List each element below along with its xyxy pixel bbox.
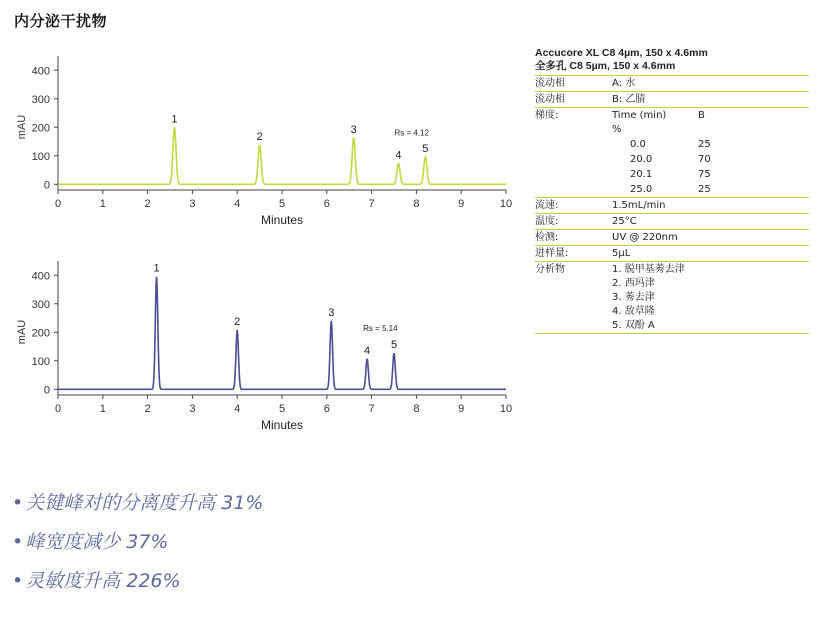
peak-label: 1 — [153, 262, 160, 275]
benefit-text: 关键峰对的分离度升高 31% — [25, 492, 264, 514]
flow-rate-label: 流速: — [535, 200, 559, 211]
mobile-phase-b-label: 流动相 — [535, 94, 565, 105]
column-2-name: 全多孔 C8 5µm, 150 x 4.6mm — [535, 60, 676, 72]
peak-label: 2 — [234, 315, 241, 328]
bullet-icon: • — [12, 492, 24, 514]
peak-label: 4 — [364, 344, 371, 357]
x-tick-label: 10 — [499, 403, 513, 415]
x-tick-label: 3 — [189, 403, 196, 415]
gradient-b: 70 — [698, 154, 711, 165]
resolution-annotation: Rs = 5.14 — [363, 323, 398, 333]
mobile-phase-a-value: A: 水 — [612, 78, 636, 89]
x-tick-label: 9 — [458, 198, 465, 210]
gradient-b: 75 — [698, 169, 711, 180]
gradient-row — [535, 108, 809, 198]
mobile-phase-a-row — [535, 76, 809, 92]
y-tick-label: 100 — [31, 150, 50, 163]
y-tick-label: 400 — [31, 65, 50, 78]
x-tick-label: 7 — [368, 198, 375, 210]
injection-volume-row — [535, 246, 809, 262]
chromatogram-top — [0, 40, 520, 235]
analytes-label: 分析物 — [535, 264, 565, 275]
peak-label: 3 — [350, 123, 357, 136]
gradient-b: 25 — [698, 139, 711, 150]
chromatogram-bottom — [0, 245, 520, 440]
gradient-time: 20.1 — [630, 169, 653, 180]
flow-rate-value: 1.5mL/min — [612, 200, 666, 211]
x-tick-label: 2 — [144, 403, 151, 415]
x-axis-label: Minutes — [260, 418, 304, 432]
gradient-time: 25.0 — [630, 184, 653, 195]
gradient-time: 0.0 — [630, 139, 646, 150]
page-title: 内分泌干扰物 — [14, 12, 108, 30]
temperature-value: 25°C — [612, 216, 637, 227]
x-tick-label: 4 — [234, 403, 241, 415]
x-tick-label: 1 — [99, 198, 106, 210]
temperature-row — [535, 214, 809, 230]
y-tick-label: 0 — [43, 179, 50, 192]
y-tick-label: 300 — [31, 298, 50, 311]
bullet-icon: • — [12, 531, 24, 553]
chromatogram-trace — [58, 277, 506, 390]
peak-label: 5 — [422, 143, 429, 156]
benefit-list — [12, 490, 264, 607]
peak-label: 4 — [395, 149, 402, 162]
x-tick-label: 0 — [54, 403, 62, 415]
x-tick-label: 8 — [413, 403, 420, 415]
peak-label: 3 — [328, 306, 335, 319]
x-tick-label: 10 — [499, 198, 513, 210]
detection-label: 检测: — [535, 232, 559, 243]
x-tick-label: 3 — [189, 198, 196, 210]
analyte-item: 2. 西玛津 — [612, 278, 655, 289]
peak-label: 5 — [390, 339, 398, 352]
x-tick-label: 6 — [323, 403, 330, 415]
analyte-item: 4. 敌草隆 — [612, 306, 655, 317]
peak-label: 1 — [171, 113, 178, 126]
analyte-item: 3. 莠去津 — [612, 292, 655, 303]
y-axis-label: mAU — [16, 114, 28, 140]
mobile-phase-a-label: 流动相 — [535, 78, 565, 89]
x-tick-label: 4 — [234, 198, 241, 210]
analyte-item: 1. 脱甲基莠去津 — [612, 264, 685, 275]
peak-label: 2 — [256, 130, 263, 143]
temperature-label: 温度: — [535, 216, 559, 227]
benefit-item — [12, 568, 264, 607]
x-tick-label: 8 — [413, 198, 420, 210]
mobile-phase-b-value: B: 乙腈 — [612, 94, 646, 105]
y-axis-label: mAU — [16, 319, 28, 345]
detection-value: UV @ 220nm — [612, 232, 678, 243]
x-axis-label: Minutes — [260, 213, 304, 227]
mobile-phase-b-row — [535, 92, 809, 108]
x-tick-label: 0 — [54, 198, 62, 210]
detection-row — [535, 230, 809, 246]
gradient-time: 20.0 — [630, 154, 653, 165]
resolution-annotation: Rs = 4.12 — [394, 128, 429, 138]
analyte-item: 5. 双酚 A — [612, 320, 655, 331]
x-tick-label: 1 — [99, 403, 106, 415]
chromatogram-trace — [58, 127, 506, 184]
column-1-name: Accucore XL C8 4µm, 150 x 4.6mm — [535, 47, 708, 59]
gradient-table — [612, 109, 809, 197]
bullet-icon: • — [12, 570, 24, 592]
x-tick-label: 5 — [278, 403, 286, 415]
y-tick-label: 100 — [31, 355, 50, 368]
gradient-head-time: Time (min) % — [612, 110, 667, 135]
x-tick-label: 2 — [144, 198, 151, 210]
flow-rate-row — [535, 198, 809, 214]
gradient-head-b: B — [698, 110, 705, 121]
benefit-item — [12, 529, 264, 568]
x-tick-label: 9 — [458, 403, 465, 415]
injection-volume-label: 进样量: — [535, 248, 569, 259]
analytes-list — [612, 263, 809, 333]
y-tick-label: 200 — [31, 327, 50, 340]
benefit-text: 灵敏度升高 226% — [25, 570, 181, 592]
y-tick-label: 400 — [31, 270, 50, 283]
analytes-row — [535, 262, 809, 334]
y-tick-label: 300 — [31, 93, 50, 106]
gradient-b: 25 — [698, 184, 711, 195]
benefit-text: 峰宽度减少 37% — [25, 531, 169, 553]
x-tick-label: 7 — [368, 403, 375, 415]
x-tick-label: 5 — [278, 198, 286, 210]
x-tick-label: 6 — [323, 198, 330, 210]
method-conditions — [535, 47, 809, 334]
y-tick-label: 0 — [43, 384, 50, 397]
benefit-item — [12, 490, 264, 529]
gradient-label: 梯度: — [535, 110, 559, 121]
injection-volume-value: 5µL — [612, 248, 631, 259]
y-tick-label: 200 — [31, 122, 50, 135]
